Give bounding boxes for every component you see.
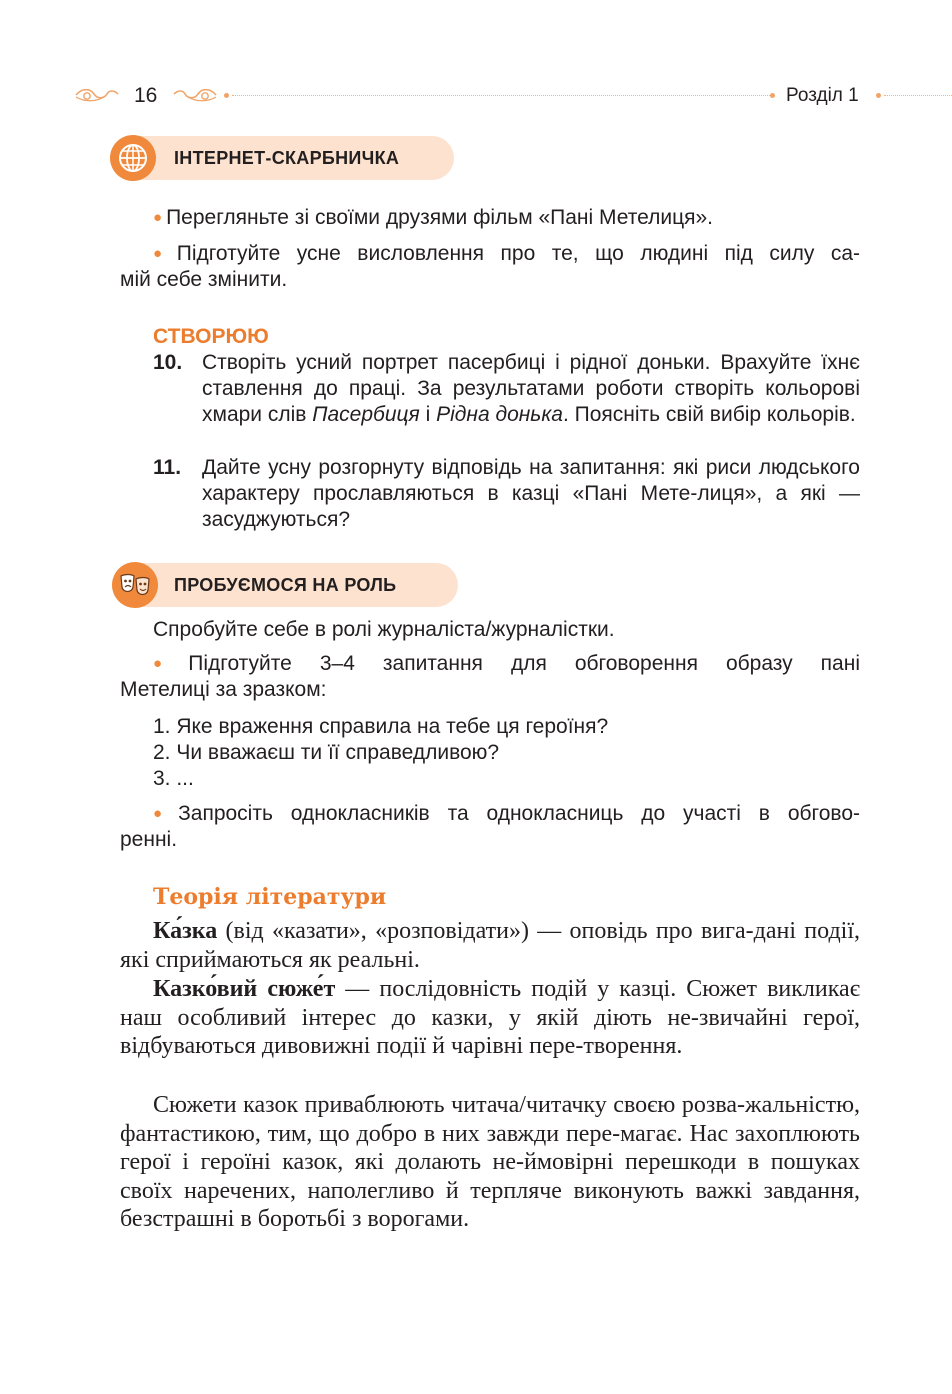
theory-title: Теорія літератури: [153, 884, 387, 910]
role-bullet-1: ● Підготуйте 3–4 запитання для обговорення образу пані Метелиці за зразком:: [120, 652, 861, 701]
header-rule-right: [884, 95, 952, 96]
internet-bullet-2: ● Підготуйте усне висловлення про те, що людині під силу са- мій себе змінити.: [120, 242, 861, 291]
question-2: 2. Чи вважаєш ти її справедливою?: [153, 741, 500, 764]
role-intro: Спробуйте себе в ролі журналіста/журналістки.: [153, 618, 615, 641]
theater-masks-icon: [112, 562, 158, 608]
bullet-icon: ●: [153, 805, 175, 822]
task-11-number: 11.: [153, 456, 182, 479]
task-11-text: Дайте усну розгорнуту відповідь на запитання: які риси людського характеру прославляються в казці «Пані Мете-лиця», а які — засуджуються?: [202, 456, 860, 531]
question-3: 3. ...: [153, 767, 194, 790]
bullet-icon: ●: [153, 655, 185, 672]
role-title: ПРОБУЄМОСЯ НА РОЛЬ: [174, 575, 397, 595]
ornament-left-icon: [74, 86, 122, 104]
ornament-right-icon: [170, 86, 218, 104]
task-10-text: Створіть усний портрет пасербиці і рідної доньки. Врахуйте їхнє ставлення до праці. За результатами роботи створіть кольорові хмари слів Пасербиця і Рідна донька. Поясніть свій вибір кольорів.: [202, 351, 860, 426]
theory-paragraph-3: Сюжети казок приваблюють читача/читачку своєю розва-жальністю, фантастикою, тим, що добро в них завжди пере-магає. Нас захоплюють герої і героїні казок, які долають не-ймовірні перешкоди в пошуках своїх наречених, наполегливо й терпляче виконують важкі завдання, безстрашні в боротьбі з ворогами.: [120, 1092, 860, 1232]
section-label: Розділ 1: [786, 85, 859, 106]
header-dot: [770, 93, 775, 98]
create-heading: СТВОРЮЮ: [153, 325, 269, 348]
bullet-icon: ●: [153, 209, 163, 226]
internet-title: ІНТЕРНЕТ-СКАРБНИЧКА: [174, 148, 400, 168]
internet-bullet-1: ● Перегляньте зі своїми друзями фільм «Пані Метелиця».: [153, 206, 714, 229]
role-bullet-2: ● Запросіть однокласників та однокласниць до участі в обгово- ренні.: [120, 802, 861, 851]
header-rule: [232, 95, 770, 96]
page-number: 16: [134, 84, 158, 107]
theory-paragraph-2: Казко́вий сюже́т — послідовність подій у казці. Сюжет викликає наш особливий інтерес до казки, у якій діють не-звичайні герої, відбуваються дивовижні події й чарівні пере-творення.: [120, 976, 860, 1059]
task-10-number: 10.: [153, 351, 183, 374]
internet-badge: [110, 135, 156, 181]
bullet-icon: ●: [153, 245, 173, 262]
header-dot: [224, 93, 229, 98]
theory-paragraph-1: Ка́зка (від «казати», «розповідати») — оповідь про вига-дані події, які сприймаються як реальні.: [120, 918, 860, 973]
header-dot: [876, 93, 881, 98]
role-badge: [112, 562, 158, 608]
question-1: 1. Яке враження справила на тебе ця героїня?: [153, 715, 609, 738]
globe-icon: [110, 135, 156, 181]
